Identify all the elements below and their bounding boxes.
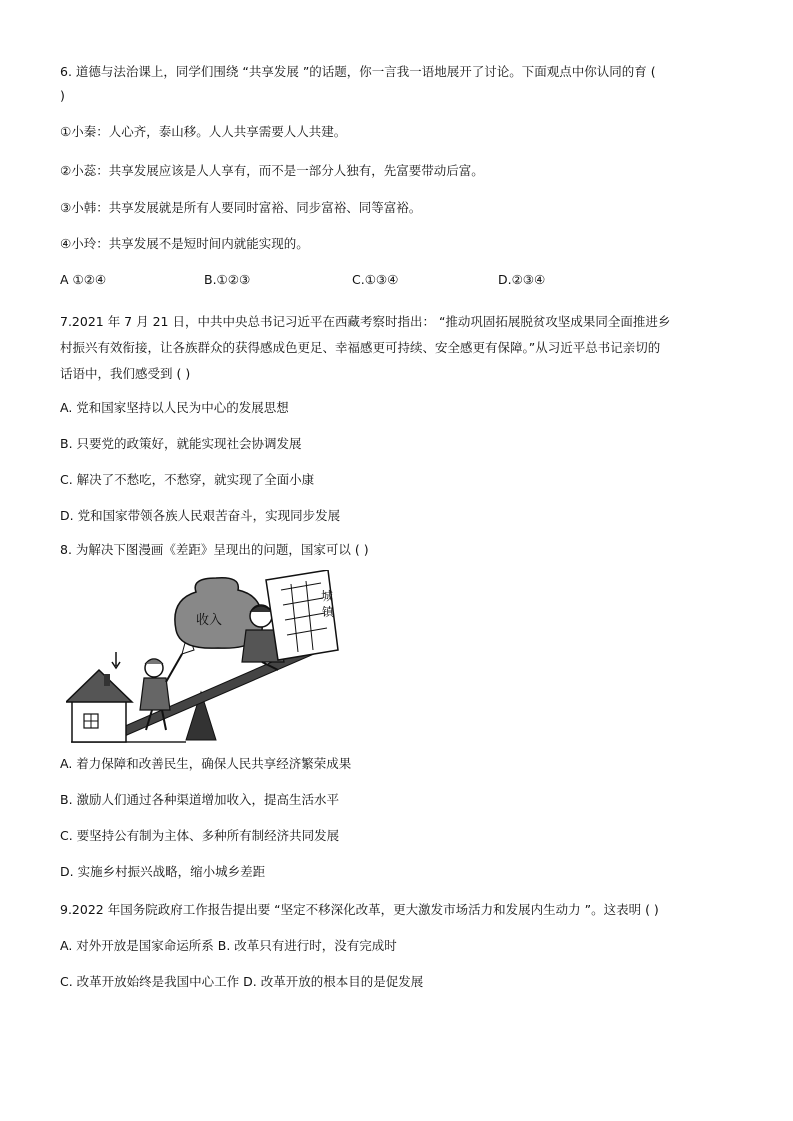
q6-stem-line1: 6. 道德与法治课上，同学们围绕 “共享发展 ”的话题，你一言我一语地展开了讨论。下面观点中你认同的育 ( <box>60 64 656 79</box>
q6-stem-line2: ) <box>60 88 65 103</box>
q7-stem-line3: 话语中，我们感受到 ( ) <box>60 366 191 381</box>
gap-cartoon <box>66 570 346 750</box>
city-building-icon <box>266 570 338 660</box>
q8-option-d[interactable]: D. 实施乡村振兴战略，缩小城乡差距 <box>60 864 266 879</box>
cartoon-label-city-2: 镇 <box>322 605 335 619</box>
q6-option-c[interactable]: C.①③④ <box>352 272 399 287</box>
q9-options-line2[interactable]: C. 改革开放始终是我国中心工作 D. 改革开放的根本目的是促发展 <box>60 974 424 989</box>
q8-option-a[interactable]: A. 着力保障和改善民生，确保人民共享经济繁荣成果 <box>60 756 352 771</box>
q6-option-b[interactable]: B.①②③ <box>204 272 251 287</box>
q6-statement-3: ③小韩：共享发展就是所有人要同时富裕、同步富裕、同等富裕。 <box>60 200 422 215</box>
q8-stem: 8. 为解决下图漫画《差距》呈现出的问题，国家可以 ( ) <box>60 542 369 557</box>
q6-option-d[interactable]: D.②③④ <box>498 272 546 287</box>
rural-house-icon <box>66 670 132 742</box>
q6-option-a[interactable]: A ①②④ <box>60 272 107 287</box>
q6-statement-1: ①小秦：人心齐，泰山移。人人共享需要人人共建。 <box>60 124 347 139</box>
q7-option-c[interactable]: C. 解决了不愁吃，不愁穿，就实现了全面小康 <box>60 472 315 487</box>
q7-stem-line2: 村振兴有效衔接，让各族群众的获得感成色更足、幸福感更可持续、安全感更有保障。”从习近平总书记亲切的 <box>60 340 661 355</box>
q7-option-a[interactable]: A. 党和国家坚持以人民为中心的发展思想 <box>60 400 289 415</box>
q8-option-c[interactable]: C. 要坚持公有制为主体、多种所有制经济共同发展 <box>60 828 340 843</box>
cartoon-label-city-1: 城 <box>321 589 334 603</box>
q9-options-line1[interactable]: A. 对外开放是国家命运所系 B. 改革只有进行时，没有完成时 <box>60 938 397 953</box>
q7-option-b[interactable]: B. 只要党的政策好，就能实现社会协调发展 <box>60 436 302 451</box>
q9-stem: 9.2022 年国务院政府工作报告提出要 “坚定不移深化改革，更大激发市场活力和发展内生动力 ”。这表明 ( ) <box>60 902 659 917</box>
q6-statement-2: ②小蕊：共享发展应该是人人享有，而不是一部分人独有，先富要带动后富。 <box>60 163 484 178</box>
cartoon-label-income: 收入 <box>196 613 223 628</box>
q7-option-d[interactable]: D. 党和国家带领各族人民艰苦奋斗，实现同步发展 <box>60 508 341 523</box>
q7-stem-line1: 7.2021 年 7 月 21 日，中共中央总书记习近平在西藏考察时指出： “推动巩固拓展脱贫攻坚成果同全面推进乡 <box>60 314 671 329</box>
q6-statement-4: ④小玲：共享发展不是短时间内就能实现的。 <box>60 236 309 251</box>
q8-option-b[interactable]: B. 激励人们通过各种渠道增加收入，提高生活水平 <box>60 792 340 807</box>
